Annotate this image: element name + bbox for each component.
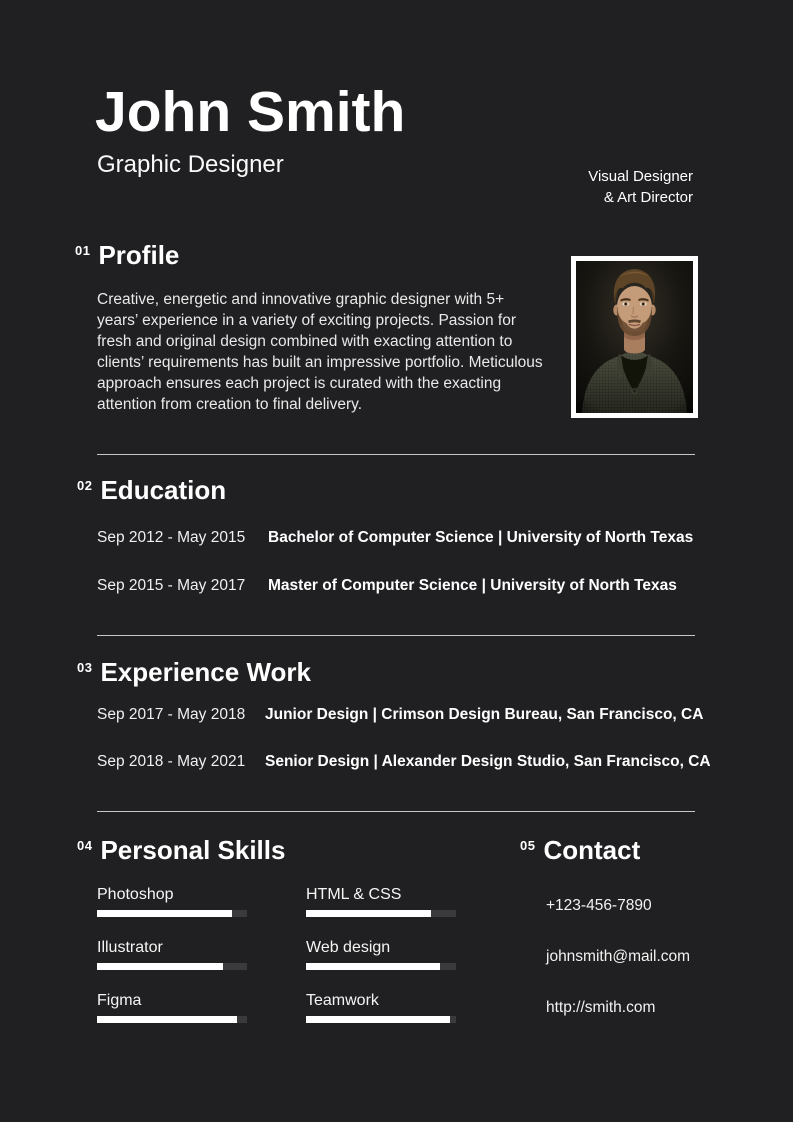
section-title: Profile — [98, 240, 180, 270]
experience-dates: Sep 2017 - May 2018 — [97, 706, 246, 723]
divider — [97, 635, 695, 636]
skill-progress-fill — [97, 1016, 237, 1023]
skill-item — [97, 991, 247, 1023]
tagline — [588, 166, 693, 208]
profile-summary-text: Creative, energetic and innovative graphic designer with 5+ years’ experience in a variety of exciting projects. Passion for fresh and original design combined with exacting attention to clients’ requirements has built an impressive portfolio. Meticulous approach ensures each project is curated with the exacting attention from creation to final delivery. — [97, 291, 543, 413]
skill-progress-bar — [306, 1016, 456, 1023]
contact-email: johnsmith@mail.com — [546, 948, 691, 965]
divider — [97, 454, 695, 455]
experience-row — [97, 705, 703, 724]
section-number: 03 — [77, 660, 93, 675]
skill-progress-bar — [97, 910, 247, 917]
skill-label: HTML & CSS — [306, 886, 402, 903]
section-heading-experience — [77, 658, 311, 687]
person-name: John Smith — [95, 80, 406, 144]
section-heading-education — [77, 476, 226, 505]
portrait-photo — [576, 261, 693, 413]
skill-label: Photoshop — [97, 886, 174, 903]
skill-label: Teamwork — [306, 992, 379, 1009]
education-row — [97, 576, 677, 595]
skill-item — [306, 885, 456, 917]
skill-progress-fill — [306, 963, 440, 970]
skill-progress-bar — [97, 1016, 247, 1023]
section-title: Experience Work — [100, 657, 311, 687]
profile-photo-frame — [571, 256, 698, 418]
education-row — [97, 528, 693, 547]
person-role: Graphic Designer — [97, 151, 284, 178]
skill-item — [97, 938, 247, 970]
section-title: Contact — [543, 835, 641, 865]
section-number: 05 — [520, 838, 536, 853]
skill-progress-fill — [97, 963, 223, 970]
tagline-line-2: & Art Director — [603, 189, 693, 206]
skill-progress-bar — [306, 910, 456, 917]
section-number: 01 — [75, 243, 91, 258]
skill-item — [306, 991, 456, 1023]
section-heading-skills — [77, 836, 285, 865]
experience-row — [97, 752, 711, 771]
contact-website: http://smith.com — [546, 999, 656, 1016]
skill-progress-fill — [306, 910, 431, 917]
skill-progress-fill — [97, 910, 232, 917]
experience-description: Junior Design | Crimson Design Bureau, San Francisco, CA — [265, 706, 704, 723]
education-description: Bachelor of Computer Science | University of North Texas — [268, 529, 694, 546]
skill-progress-bar — [306, 963, 456, 970]
section-title: Education — [100, 475, 227, 505]
section-title: Personal Skills — [100, 835, 286, 865]
skill-label: Figma — [97, 992, 142, 1009]
section-number: 04 — [77, 838, 93, 853]
divider — [97, 811, 695, 812]
section-heading-contact — [520, 836, 640, 865]
education-dates: Sep 2015 - May 2017 — [97, 577, 246, 594]
skill-item — [97, 885, 247, 917]
skill-label: Illustrator — [97, 939, 163, 956]
skill-progress-bar — [97, 963, 247, 970]
contact-list — [546, 897, 690, 1050]
contact-phone: +123-456-7890 — [546, 897, 652, 914]
skill-progress-fill — [306, 1016, 450, 1023]
section-number: 02 — [77, 478, 93, 493]
tagline-line-1: Visual Designer — [588, 168, 693, 185]
skills-column — [97, 885, 247, 1044]
experience-description: Senior Design | Alexander Design Studio, San Francisco, CA — [265, 753, 711, 770]
education-dates: Sep 2012 - May 2015 — [97, 529, 246, 546]
experience-dates: Sep 2018 - May 2021 — [97, 753, 246, 770]
skill-label: Web design — [306, 939, 391, 956]
skills-column — [306, 885, 456, 1044]
education-description: Master of Computer Science | University of North Texas — [268, 577, 677, 594]
section-heading-profile — [75, 241, 179, 270]
skill-item — [306, 938, 456, 970]
